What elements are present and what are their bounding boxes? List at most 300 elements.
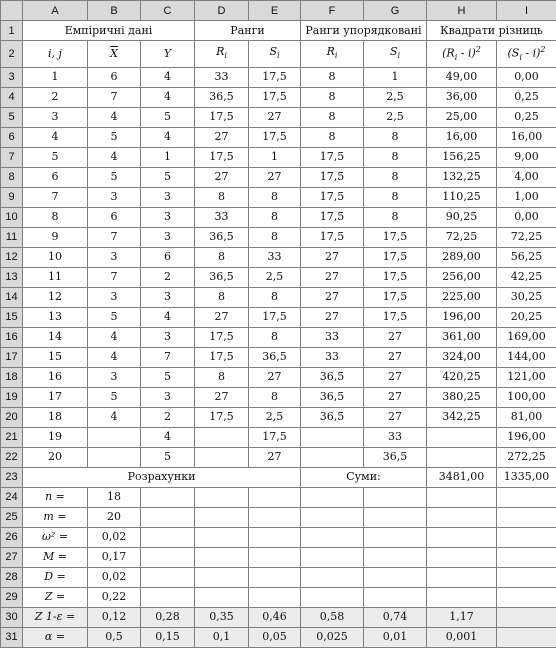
cell-c[interactable]: 3: [141, 207, 195, 227]
cell-d[interactable]: 27: [195, 127, 249, 147]
cell-e[interactable]: 1: [249, 147, 301, 167]
cell-i[interactable]: 272,25: [497, 447, 556, 467]
cell-c[interactable]: 5: [141, 447, 195, 467]
cell-f[interactable]: 8: [301, 87, 364, 107]
cell-e[interactable]: 2,5: [249, 267, 301, 287]
cell-g[interactable]: 17,5: [364, 247, 427, 267]
cell-f[interactable]: 17,5: [301, 227, 364, 247]
cell-c[interactable]: 2: [141, 267, 195, 287]
cell-g[interactable]: 0,01: [364, 627, 427, 647]
cell-h[interactable]: 420,25: [427, 367, 497, 387]
cell-g[interactable]: 17,5: [364, 227, 427, 247]
cell-b[interactable]: 5: [88, 167, 141, 187]
empty-cell[interactable]: [249, 587, 301, 607]
cell-e[interactable]: 17,5: [249, 67, 301, 87]
cell-d[interactable]: 17,5: [195, 347, 249, 367]
cell-a[interactable]: 3: [23, 107, 88, 127]
cell-i[interactable]: 121,00: [497, 367, 556, 387]
cell-g[interactable]: 36,5: [364, 447, 427, 467]
cell-c[interactable]: 4: [141, 127, 195, 147]
cell-e[interactable]: 8: [249, 327, 301, 347]
cell-f[interactable]: 27: [301, 247, 364, 267]
empty-cell[interactable]: [195, 507, 249, 527]
cell-e[interactable]: 27: [249, 107, 301, 127]
cell-e[interactable]: 33: [249, 247, 301, 267]
cell-i[interactable]: 0,00: [497, 67, 556, 87]
empty-cell[interactable]: [497, 547, 556, 567]
cell-g[interactable]: 27: [364, 387, 427, 407]
cell-h[interactable]: 225,00: [427, 287, 497, 307]
cell-d[interactable]: [195, 427, 249, 447]
cell-c[interactable]: 3: [141, 227, 195, 247]
stat-label[interactable]: m =: [23, 507, 88, 527]
cell-g[interactable]: 33: [364, 427, 427, 447]
cell-h[interactable]: 0,001: [427, 627, 497, 647]
cell-b[interactable]: 3: [88, 247, 141, 267]
cell-c[interactable]: 3: [141, 187, 195, 207]
cell-b[interactable]: 3: [88, 187, 141, 207]
cell-e[interactable]: 27: [249, 447, 301, 467]
empty-cell[interactable]: [195, 487, 249, 507]
row-header[interactable]: 7: [1, 147, 23, 167]
cell-d[interactable]: 8: [195, 187, 249, 207]
cell-b[interactable]: 4: [88, 327, 141, 347]
row-header[interactable]: 11: [1, 227, 23, 247]
stat-value[interactable]: 0,22: [88, 587, 141, 607]
empty-cell[interactable]: [364, 487, 427, 507]
cell-f[interactable]: 17,5: [301, 207, 364, 227]
row-header[interactable]: 26: [1, 527, 23, 547]
cell-c[interactable]: 2: [141, 407, 195, 427]
row-header[interactable]: 21: [1, 427, 23, 447]
empty-cell[interactable]: [427, 547, 497, 567]
sum-h[interactable]: 3481,00: [427, 467, 497, 487]
cell-d[interactable]: 17,5: [195, 147, 249, 167]
cell-e[interactable]: 36,5: [249, 347, 301, 367]
empty-cell[interactable]: [301, 527, 364, 547]
cell-d[interactable]: 17,5: [195, 107, 249, 127]
empty-cell[interactable]: [364, 507, 427, 527]
empty-cell[interactable]: [364, 567, 427, 587]
cell-i[interactable]: 0,00: [497, 207, 556, 227]
cell-d[interactable]: 17,5: [195, 327, 249, 347]
cell-b[interactable]: [88, 447, 141, 467]
cell-c[interactable]: 4: [141, 67, 195, 87]
cell-a[interactable]: 10: [23, 247, 88, 267]
cell-d[interactable]: 0,1: [195, 627, 249, 647]
s-subheader[interactable]: [249, 41, 301, 68]
cell-b[interactable]: 7: [88, 87, 141, 107]
cell-h[interactable]: 110,25: [427, 187, 497, 207]
cell-b[interactable]: 4: [88, 347, 141, 367]
stat-value[interactable]: 0,02: [88, 567, 141, 587]
cell-a[interactable]: 5: [23, 147, 88, 167]
x-subheader[interactable]: [88, 41, 141, 68]
cell-e[interactable]: 17,5: [249, 307, 301, 327]
cell-a[interactable]: 16: [23, 367, 88, 387]
cell-d[interactable]: 8: [195, 247, 249, 267]
squared-differences-header[interactable]: Квадрати різниць: [427, 21, 556, 41]
cell-b[interactable]: 5: [88, 127, 141, 147]
calculations-label[interactable]: Розрахунки: [23, 467, 301, 487]
row-header[interactable]: 12: [1, 247, 23, 267]
stat-label[interactable]: Z =: [23, 587, 88, 607]
empty-cell[interactable]: [497, 507, 556, 527]
cell-d[interactable]: 33: [195, 207, 249, 227]
cell-h[interactable]: 25,00: [427, 107, 497, 127]
cell-d[interactable]: 33: [195, 67, 249, 87]
row-header[interactable]: 13: [1, 267, 23, 287]
row-header[interactable]: 31: [1, 627, 23, 647]
cell-e[interactable]: 17,5: [249, 127, 301, 147]
sums-label[interactable]: Суми:: [301, 467, 427, 487]
empty-cell[interactable]: [195, 547, 249, 567]
empty-cell[interactable]: [497, 607, 556, 627]
column-header-d[interactable]: D: [195, 1, 249, 21]
cell-c[interactable]: 3: [141, 387, 195, 407]
cell-h[interactable]: 380,25: [427, 387, 497, 407]
cell-a[interactable]: 6: [23, 167, 88, 187]
column-header-g[interactable]: G: [364, 1, 427, 21]
row-header[interactable]: 8: [1, 167, 23, 187]
r-square-subheader[interactable]: [427, 41, 497, 68]
empty-cell[interactable]: [427, 567, 497, 587]
column-header-i[interactable]: I: [497, 1, 556, 21]
row-header[interactable]: 1: [1, 21, 23, 41]
stat-value[interactable]: 0,17: [88, 547, 141, 567]
cell-d[interactable]: 27: [195, 387, 249, 407]
column-header-b[interactable]: B: [88, 1, 141, 21]
empty-cell[interactable]: [249, 547, 301, 567]
empty-cell[interactable]: [427, 527, 497, 547]
cell-f[interactable]: 27: [301, 267, 364, 287]
cell-i[interactable]: 30,25: [497, 287, 556, 307]
cell-a[interactable]: 4: [23, 127, 88, 147]
cell-c[interactable]: 0,28: [141, 607, 195, 627]
row-header[interactable]: 28: [1, 567, 23, 587]
cell-i[interactable]: 9,00: [497, 147, 556, 167]
cell-f[interactable]: 17,5: [301, 187, 364, 207]
row-header[interactable]: 23: [1, 467, 23, 487]
row-header[interactable]: 17: [1, 347, 23, 367]
cell-a[interactable]: 20: [23, 447, 88, 467]
column-header-e[interactable]: E: [249, 1, 301, 21]
cell-g[interactable]: 17,5: [364, 287, 427, 307]
empty-cell[interactable]: [427, 587, 497, 607]
empty-cell[interactable]: [249, 507, 301, 527]
cell-i[interactable]: 42,25: [497, 267, 556, 287]
ranks-header[interactable]: Ранги: [195, 21, 301, 41]
stat-value[interactable]: 0,02: [88, 527, 141, 547]
empty-cell[interactable]: [497, 487, 556, 507]
row-label[interactable]: α =: [23, 627, 88, 647]
cell-b[interactable]: 5: [88, 387, 141, 407]
column-header-a[interactable]: A: [23, 1, 88, 21]
cell-a[interactable]: 18: [23, 407, 88, 427]
row-header[interactable]: 2: [1, 41, 23, 68]
ij-subheader[interactable]: i, j: [23, 41, 88, 68]
cell-a[interactable]: 17: [23, 387, 88, 407]
empty-cell[interactable]: [249, 487, 301, 507]
cell-d[interactable]: 8: [195, 287, 249, 307]
cell-i[interactable]: 1,00: [497, 187, 556, 207]
cell-c[interactable]: 4: [141, 307, 195, 327]
cell-h[interactable]: [427, 427, 497, 447]
cell-i[interactable]: 144,00: [497, 347, 556, 367]
cell-d[interactable]: 0,35: [195, 607, 249, 627]
cell-g[interactable]: 8: [364, 207, 427, 227]
sum-i[interactable]: 1335,00: [497, 467, 556, 487]
cell-c[interactable]: 3: [141, 287, 195, 307]
cell-i[interactable]: 4,00: [497, 167, 556, 187]
cell-g[interactable]: 0,74: [364, 607, 427, 627]
empty-cell[interactable]: [364, 527, 427, 547]
column-header-h[interactable]: H: [427, 1, 497, 21]
row-header[interactable]: 24: [1, 487, 23, 507]
cell-b[interactable]: 7: [88, 267, 141, 287]
cell-d[interactable]: 27: [195, 167, 249, 187]
row-header[interactable]: 5: [1, 107, 23, 127]
cell-b[interactable]: 3: [88, 367, 141, 387]
cell-f[interactable]: 8: [301, 127, 364, 147]
cell-f[interactable]: 8: [301, 67, 364, 87]
cell-h[interactable]: 289,00: [427, 247, 497, 267]
stat-label[interactable]: M =: [23, 547, 88, 567]
row-header[interactable]: 9: [1, 187, 23, 207]
cell-h[interactable]: 361,00: [427, 327, 497, 347]
cell-a[interactable]: 13: [23, 307, 88, 327]
row-header[interactable]: 18: [1, 367, 23, 387]
cell-c[interactable]: 5: [141, 107, 195, 127]
cell-b[interactable]: 6: [88, 67, 141, 87]
row-header[interactable]: 3: [1, 67, 23, 87]
row-header[interactable]: 20: [1, 407, 23, 427]
cell-c[interactable]: 6: [141, 247, 195, 267]
cell-h[interactable]: 16,00: [427, 127, 497, 147]
cell-a[interactable]: 8: [23, 207, 88, 227]
cell-h[interactable]: 1,17: [427, 607, 497, 627]
cell-a[interactable]: 9: [23, 227, 88, 247]
cell-f[interactable]: 0,58: [301, 607, 364, 627]
empty-cell[interactable]: [249, 567, 301, 587]
cell-a[interactable]: 15: [23, 347, 88, 367]
row-label[interactable]: Z 1-ε =: [23, 607, 88, 627]
row-header[interactable]: 19: [1, 387, 23, 407]
stat-value[interactable]: 18: [88, 487, 141, 507]
empty-cell[interactable]: [141, 587, 195, 607]
cell-i[interactable]: 56,25: [497, 247, 556, 267]
s-square-subheader[interactable]: [497, 41, 556, 68]
cell-b[interactable]: 7: [88, 227, 141, 247]
empty-cell[interactable]: [497, 627, 556, 647]
row-header[interactable]: 4: [1, 87, 23, 107]
cell-g[interactable]: 27: [364, 367, 427, 387]
cell-f[interactable]: 33: [301, 347, 364, 367]
cell-b[interactable]: 4: [88, 107, 141, 127]
cell-i[interactable]: 169,00: [497, 327, 556, 347]
cell-f[interactable]: 8: [301, 107, 364, 127]
cell-h[interactable]: 196,00: [427, 307, 497, 327]
cell-g[interactable]: 27: [364, 347, 427, 367]
cell-a[interactable]: 7: [23, 187, 88, 207]
cell-g[interactable]: 8: [364, 187, 427, 207]
cell-e[interactable]: 27: [249, 367, 301, 387]
cell-a[interactable]: 12: [23, 287, 88, 307]
cell-c[interactable]: 4: [141, 427, 195, 447]
row-header[interactable]: 29: [1, 587, 23, 607]
cell-d[interactable]: 36,5: [195, 87, 249, 107]
cell-h[interactable]: 49,00: [427, 67, 497, 87]
empty-cell[interactable]: [301, 487, 364, 507]
cell-g[interactable]: 27: [364, 407, 427, 427]
column-header-f[interactable]: F: [301, 1, 364, 21]
cell-e[interactable]: 0,05: [249, 627, 301, 647]
cell-g[interactable]: 17,5: [364, 267, 427, 287]
cell-i[interactable]: 0,25: [497, 87, 556, 107]
empty-cell[interactable]: [497, 527, 556, 547]
cell-b[interactable]: 0,5: [88, 627, 141, 647]
cell-d[interactable]: 8: [195, 367, 249, 387]
cell-b[interactable]: 5: [88, 307, 141, 327]
stat-value[interactable]: 20: [88, 507, 141, 527]
cell-b[interactable]: 3: [88, 287, 141, 307]
empirical-data-header[interactable]: Емпіричні дані: [23, 21, 195, 41]
cell-f[interactable]: 36,5: [301, 407, 364, 427]
r-subheader[interactable]: [195, 41, 249, 68]
cell-i[interactable]: 72,25: [497, 227, 556, 247]
cell-i[interactable]: 81,00: [497, 407, 556, 427]
cell-i[interactable]: 16,00: [497, 127, 556, 147]
stat-label[interactable]: n =: [23, 487, 88, 507]
cell-h[interactable]: 132,25: [427, 167, 497, 187]
empty-cell[interactable]: [141, 527, 195, 547]
cell-e[interactable]: 0,46: [249, 607, 301, 627]
row-header[interactable]: 27: [1, 547, 23, 567]
cell-a[interactable]: 19: [23, 427, 88, 447]
cell-g[interactable]: 8: [364, 167, 427, 187]
cell-f[interactable]: 27: [301, 287, 364, 307]
column-header-c[interactable]: C: [141, 1, 195, 21]
cell-h[interactable]: 36,00: [427, 87, 497, 107]
row-header[interactable]: 25: [1, 507, 23, 527]
cell-e[interactable]: 17,5: [249, 427, 301, 447]
s-ordered-subheader[interactable]: [364, 41, 427, 68]
empty-cell[interactable]: [301, 547, 364, 567]
cell-h[interactable]: 72,25: [427, 227, 497, 247]
empty-cell[interactable]: [141, 567, 195, 587]
cell-e[interactable]: 8: [249, 227, 301, 247]
cell-c[interactable]: 0,15: [141, 627, 195, 647]
cell-h[interactable]: 156,25: [427, 147, 497, 167]
cell-a[interactable]: 2: [23, 87, 88, 107]
row-header[interactable]: 15: [1, 307, 23, 327]
empty-cell[interactable]: [301, 587, 364, 607]
cell-e[interactable]: 8: [249, 207, 301, 227]
cell-g[interactable]: 1: [364, 67, 427, 87]
row-header[interactable]: 14: [1, 287, 23, 307]
cell-f[interactable]: 36,5: [301, 367, 364, 387]
empty-cell[interactable]: [249, 527, 301, 547]
empty-cell[interactable]: [364, 547, 427, 567]
cell-e[interactable]: 2,5: [249, 407, 301, 427]
cell-h[interactable]: 342,25: [427, 407, 497, 427]
select-all-corner[interactable]: [1, 1, 23, 21]
cell-f[interactable]: [301, 447, 364, 467]
cell-f[interactable]: 33: [301, 327, 364, 347]
cell-h[interactable]: 256,00: [427, 267, 497, 287]
cell-g[interactable]: 2,5: [364, 107, 427, 127]
cell-i[interactable]: 196,00: [497, 427, 556, 447]
cell-d[interactable]: [195, 447, 249, 467]
row-header[interactable]: 6: [1, 127, 23, 147]
row-header[interactable]: 30: [1, 607, 23, 627]
cell-b[interactable]: [88, 427, 141, 447]
cell-e[interactable]: 8: [249, 287, 301, 307]
cell-a[interactable]: 11: [23, 267, 88, 287]
cell-g[interactable]: 27: [364, 327, 427, 347]
empty-cell[interactable]: [195, 587, 249, 607]
cell-g[interactable]: 8: [364, 127, 427, 147]
cell-f[interactable]: 27: [301, 307, 364, 327]
cell-h[interactable]: [427, 447, 497, 467]
cell-f[interactable]: [301, 427, 364, 447]
empty-cell[interactable]: [195, 527, 249, 547]
cell-f[interactable]: 36,5: [301, 387, 364, 407]
row-header[interactable]: 10: [1, 207, 23, 227]
cell-f[interactable]: 17,5: [301, 167, 364, 187]
cell-c[interactable]: 1: [141, 147, 195, 167]
ordered-ranks-header[interactable]: Ранги упорядковані: [301, 21, 427, 41]
cell-a[interactable]: 14: [23, 327, 88, 347]
cell-f[interactable]: 0,025: [301, 627, 364, 647]
cell-c[interactable]: 5: [141, 167, 195, 187]
empty-cell[interactable]: [141, 487, 195, 507]
stat-label[interactable]: ω² =: [23, 527, 88, 547]
cell-g[interactable]: 17,5: [364, 307, 427, 327]
empty-cell[interactable]: [195, 567, 249, 587]
cell-b[interactable]: 0,12: [88, 607, 141, 627]
empty-cell[interactable]: [364, 587, 427, 607]
cell-g[interactable]: 8: [364, 147, 427, 167]
cell-c[interactable]: 7: [141, 347, 195, 367]
cell-i[interactable]: 0,25: [497, 107, 556, 127]
cell-d[interactable]: 17,5: [195, 407, 249, 427]
empty-cell[interactable]: [497, 587, 556, 607]
cell-e[interactable]: 8: [249, 187, 301, 207]
cell-d[interactable]: 36,5: [195, 267, 249, 287]
cell-e[interactable]: 27: [249, 167, 301, 187]
cell-i[interactable]: 20,25: [497, 307, 556, 327]
y-subheader[interactable]: Y: [141, 41, 195, 68]
empty-cell[interactable]: [141, 547, 195, 567]
empty-cell[interactable]: [427, 507, 497, 527]
cell-b[interactable]: 4: [88, 407, 141, 427]
empty-cell[interactable]: [301, 567, 364, 587]
empty-cell[interactable]: [497, 567, 556, 587]
cell-g[interactable]: 2,5: [364, 87, 427, 107]
row-header[interactable]: 22: [1, 447, 23, 467]
stat-label[interactable]: D =: [23, 567, 88, 587]
cell-h[interactable]: 90,25: [427, 207, 497, 227]
cell-e[interactable]: 8: [249, 387, 301, 407]
empty-cell[interactable]: [427, 487, 497, 507]
cell-b[interactable]: 4: [88, 147, 141, 167]
cell-h[interactable]: 324,00: [427, 347, 497, 367]
empty-cell[interactable]: [141, 507, 195, 527]
cell-i[interactable]: 100,00: [497, 387, 556, 407]
cell-d[interactable]: 27: [195, 307, 249, 327]
cell-c[interactable]: 4: [141, 87, 195, 107]
